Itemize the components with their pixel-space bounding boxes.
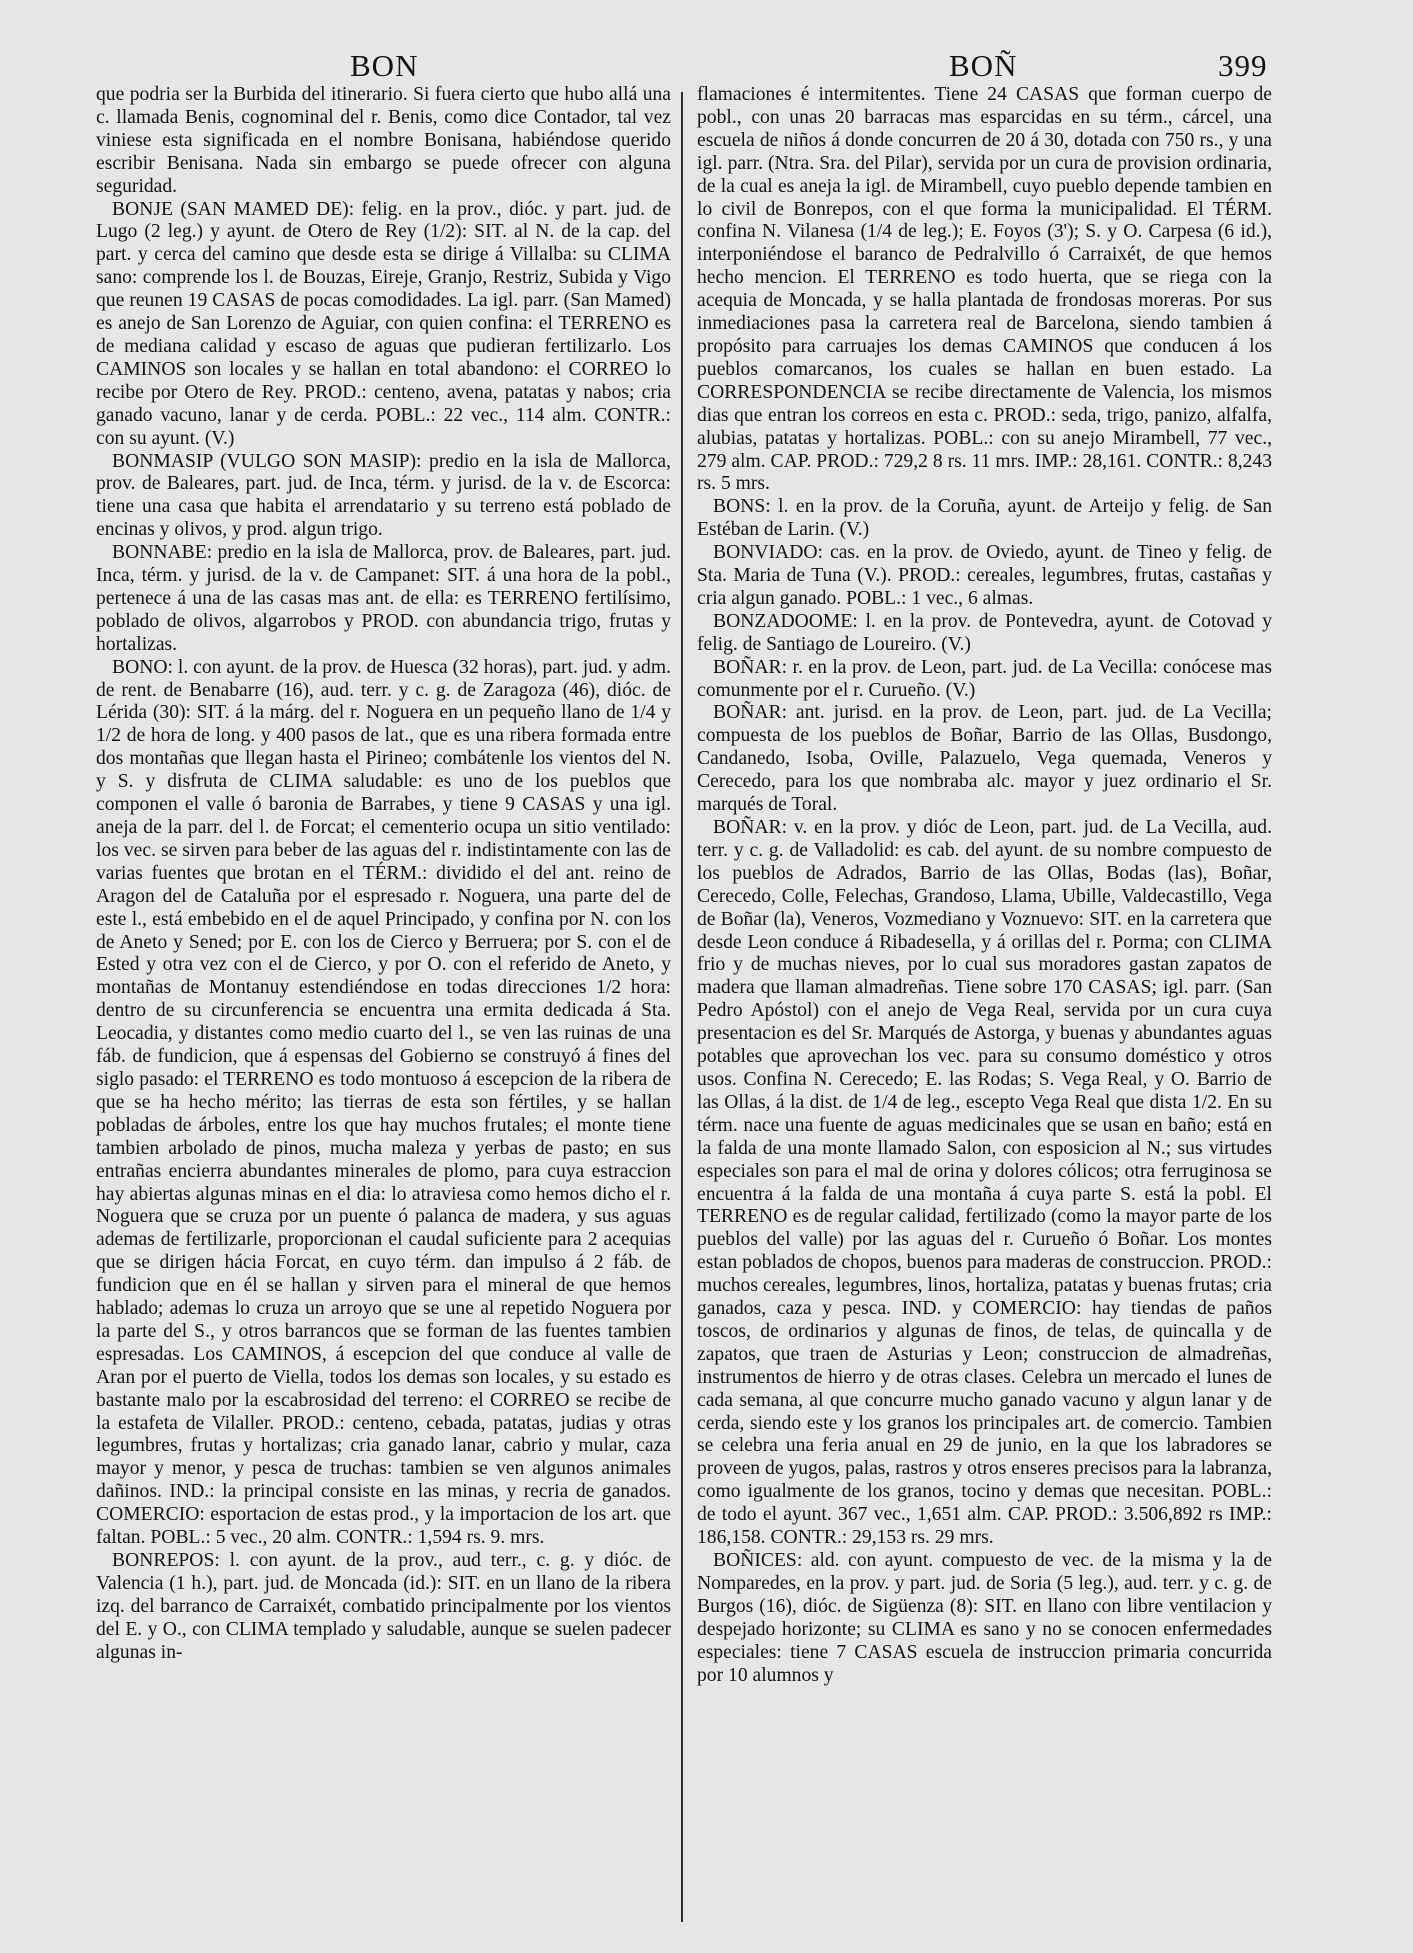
entry-bonnabe: BONNABE: predio en la isla de Mallorca, prov. de Baleares, part. jud. Inca, térm. y jurisd. de la v. de Campanet: SIT. á una hora de la pobl., pertenece á una de las casas mas ant. de ella: es TERRENO fertilísimo, poblado de olivos, algarrobos y PROD. con abundancia trigo, frutas y hortalizas. — [96, 542, 671, 655]
entry-bono: BONO: l. con ayunt. de la prov. de Huesca (32 horas), part. jud. y adm. de rent. de Benabarre (16), aud. terr. y c. g. de Zaragoza (46), dióc. de Lérida (30): SIT. á la márg. del r. Noguera en un pequeño llano de 1/4 y 1/2 de hora de long. y 400 pasos de lat., que es una ribera formada entre dos montañas que llegan hasta el Pirineo; combátenle los vientos del N. y S. y disfruta de CLIMA saludable: es uno de los pueblos que componen el valle ó baronia de Barrabes, y tiene 9 CASAS y una igl. aneja de la parr. del l. de Forcat; el cementerio ocupa un sitio ventilado: los vec. se sirven para beber de las aguas del r. indistintamente con las de varias fuentes que brotan en el TÉRM.: dividido el del ant. reino de Aragon del de Cataluña por el espresado r. Noguera, una parte del de este l., está embebido en el de aquel Principado, y confina por N. con los de Aneto y Sened; por E. con los de Cierco y Berruera; por S. con el de Ested y otra vez con el de Cierco, y por O. con el referido de Aneto, y montañas de Montanuy estendiéndose en todas direcciones 1/2 hora: dentro de su circunferencia se encuentra una ermita dedicada á Sta. Leocadia, y distantes como medio cuarto del l., se ven las ruinas de una fáb. de fundicion, que á espensas del Gobierno se construyó á fines del siglo pasado: el TERRENO es todo montuoso á escepcion de la ribera de que se ha hecho mérito; las tierras de esta son fértiles, y se hallan pobladas de árboles, entre los que hay muchos frutales; el monte tiene tambien arbolado de pinos, mucha maleza y yerbas de pasto; en sus entrañas encierra abundantes minerales de plomo, para cuya estraccion hay abiertas algunas minas en el dia: lo atraviesa como hemos dicho el r. Noguera que se cruza por un puente ó palanca de madera, y sus aguas ademas de fertilizarle, proporcionan el caudal suficiente para 2 acequias que se dirigen hácia Forcat, en cuyo térm. dan impulso á 2 fáb. de fundicion que en él se hallan y sirven para el mineral de que hemos hablado; ademas lo cruza un arroyo que se une al repetido Noguera por la parte del S., y otros barrancos que se forman de las fuentes tambien espresadas. Los CAMINOS, á escepcion del que conduce al valle de Aran por el puerto de Viella, todos los demas son locales, y su estado es bastante malo por la escabrosidad del terreno: el CORREO se recibe de la estafeta de Vilaller. PROD.: centeno, cebada, patatas, judias y otras legumbres, frutas y hortalizas; cria ganado lanar, cabrio y mular, caza mayor y menor, y pesca de truchas: tambien se ven algunos animales dañinos. IND.: la principal consiste en las minas, y recria de ganados. COMERCIO: esportacion de estas prod., y la importacion de los art. que faltan. POBL.: 5 vec., 20 alm. CONTR.: 1,594 rs. 9. mrs. — [96, 656, 671, 1549]
page-number: 399 — [1218, 48, 1268, 83]
entry-bonrepos: BONREPOS: l. con ayunt. de la prov., aud terr., c. g. y dióc. de Valencia (1 h.), part. jud. de Moncada (id.): SIT. en un llano de la ribera izq. del barranco de Carraixét, combatido principalmente por los vientos del E. y O., con CLIMA templado y saludable, aunque se suelen padecer algunas in- — [96, 1550, 671, 1663]
column-divider — [681, 92, 683, 1922]
entry-text: flamaciones é intermitentes. Tiene 24 CASAS que forman cuerpo de pobl., con unas 20 barracas mas esparcidas en su térm., cárcel, una escuela de niños á donde concurren de 20 á 30, dotada con 750 rs., y una igl. parr. (Ntra. Sra. del Pilar), servida por un cura de provision ordinaria, de la cual es aneja la igl. de Mirambell, cuyo pueblo depende tambien en lo civil de Bonrepos, con el que forma la municipalidad. El TÉRM. confina N. Vilanesa (1/4 de leg.); E. Foyos (3'); S. y O. Carpesa (6 id.), interponiéndose el baranco de Pedralvillo ó Carraixét, de que hemos hecho mencion. El TERRENO es todo huerta, que se riega con la acequia de Moncada, y se halla plantada de frondosas moreras. Por sus inmediaciones pasa la carretera real de Barcelona, siendo tambien á propósito para carruajes los demas CAMINOS que conducen á los pueblos comarcanos, los cuales se hallan en buen estado. La CORRESPONDENCIA se recibe directamente de Valencia, los mismos dias que entran los correos en esta c. PROD.: seda, trigo, panizo, alfalfa, alubias, patatas y hortalizas. POBL.: con su anejo Mirambell, 77 vec., 279 alm. CAP. PROD.: 729,2 8 rs. 11 mrs. IMP.: 28,161. CONTR.: 8,243 rs. 5 mrs. — [697, 84, 1272, 495]
running-head-left: BON — [350, 48, 419, 83]
entry-bonar-jurisdiction: BOÑAR: ant. jurisd. en la prov. de Leon, part. jud. de La Vecilla; compuesta de los pueblos de Boñar, Barrio de las Ollas, Busdongo, Candanedo, Isoba, Oville, Palazuelo, Vega quemada, Veneros y Cerecedo, para los que nombraba alc. mayor y juez ordinario el Sr. marqués de Toral. — [697, 702, 1272, 816]
entry-bonzadoome: BONZADOOME: l. en la prov. de Pontevedra, ayunt. de Cotovad y felig. de Santiago de Loureiro. (V.) — [697, 610, 1272, 655]
entry-bonices: BOÑICES: ald. con ayunt. compuesto de vec. de la misma y la de Nomparedes, en la prov. y part. jud. de Soria (5 leg.), aud. terr. y c. g. de Burgos (16), dióc. de Sigüenza (8): SIT. en llano con libre ventilacion y despejado horizonte; su CLIMA es sano y no se conocen enfermedades especiales: tiene 7 CASAS escuela de instruccion primaria concurrida por 10 alumnos y — [697, 1550, 1272, 1686]
entry-bonar-river: BOÑAR: r. en la prov. de Leon, part. jud. de La Vecilla: conócese mas comunmente por el r. Curueño. (V.) — [697, 656, 1272, 701]
entry-bonviado: BONVIADO: cas. en la prov. de Oviedo, ayunt. de Tineo y felig. de Sta. Maria de Tuna (V.). PROD.: cereales, legumbres, frutas, castañas y cria algun ganado. POBL.: 1 vec., 6 almas. — [697, 542, 1272, 609]
entry-bonar-town: BOÑAR: v. en la prov. y dióc de Leon, part. jud. de La Vecilla, aud. terr. y c. g. de Valladolid: es cab. del ayunt. de su nombre compuesto de los pueblos de Adrados, Barrio de las Ollas, Bodas (las), Boñar, Cerecedo, Colle, Felechas, Grandoso, Llama, Ubille, Valdecastillo, Vega de Boñar (la), Veneros, Vozmediano y Voznuevo: SIT. en la carretera que desde Leon conduce á Ribadesella, y á orillas del r. Porma; con CLIMA frio y de muchas nieves, por lo cual sus moradores gastan zapatos de madera que llaman almadreñas. Tiene sobre 170 CASAS; igl. parr. (San Pedro Apóstol) con el anejo de Vega Real, servida por un cura cuya presentacion es del Sr. Marqués de Astorga, y buenas y abundantes aguas potables que aprovechan los vec. para su consumo doméstico y otros usos. Confina N. Cerecedo; E. las Rodas; S. Vega Real, y O. Barrio de las Ollas, á la dist. de 1/4 de leg., escepto Vega Real que dista 1/2. En su térm. nace una fuente de aguas medicinales que se usan en baño; está en la falda de una monte llamado Salon, con esposicion al N.; sus virtudes especiales son para el mal de orina y dolores cólicos; otra ferruginosa se encuentra á la falda de una montaña á cuya parte S. está la pobl. El TERRENO es de regular calidad, fertilizado (como la mayor parte de los pueblos del valle) por las aguas del r. Curueño ó Boñar. Los montes estan poblados de chopos, buenos para maderas de construccion. PROD.: muchos cereales, legumbres, linos, hortaliza, patatas y buenas frutas; cria ganados, caza y pesca. IND. y COMERCIO: hay tiendas de paños toscos, de ordinarios y algunas de finos, de telas, de quincalla y de zapatos, que traen de Asturias y Leon; construccion de almadreñas, instrumentos de hierro y de otras clases. Celebra un mercado el lunes de cada semana, al que concurre mucho ganado vacuno y algun lanar y de cerda, siendo este y los granos los principales art. de comercio. Tambien se celebra una feria anual en 29 de junio, en la que los labradores se proveen de yugos, palas, rastros y otros enseres precisos para la labranza, como igualmente de los granos, tocino y demas que necesitan. POBL.: de todo el ayunt. 367 vec., 1,651 alm. CAP. PROD.: 3.506,892 rs IMP.: 186,158. CONTR.: 29,153 rs. 29 mrs. — [697, 817, 1272, 1549]
entry-bonmasip: BONMASIP (VULGO SON MASIP): predio en la isla de Mallorca, prov. de Baleares, part. jud. de Inca, térm. y jurisd. de la v. de Escorca: tiene una casa que habita el arrendatario y su terreno está poblado de encinas y olivos, y prod. algun trigo. — [96, 450, 671, 541]
right-column — [697, 84, 1272, 1930]
left-column — [96, 84, 671, 1930]
entry-bons: BONS: l. en la prov. de la Coruña, ayunt. de Arteijo y felig. de San Estéban de Larin. (V.) — [697, 496, 1272, 541]
running-head-right: BOÑ — [949, 48, 1018, 83]
entry-text: que podria ser la Burbida del itinerario. Si fuera cierto que hubo allá una c. llamada Benis, cognominal del r. Benis, como dice Contador, tal vez viniese esta significada en el nombre Bonisana, habiéndose querido escribir Benisana. Nada sin embargo se puede ofrecer con alguna seguridad. — [96, 84, 671, 197]
entry-bonje: BONJE (SAN MAMED DE): felig. en la prov., dióc. y part. jud. de Lugo (2 leg.) y ayunt. de Otero de Rey (1/2): SIT. al N. de la cap. del part. y cerca del camino que desde esta se dirige á Villalba: su CLIMA sano: comprende los l. de Bouzas, Eireje, Granjo, Restriz, Subida y Vigo que reunen 19 CASAS de pocas comodidades. La igl. parr. (San Mamed) es anejo de San Lorenzo de Aguiar, con quien confina: el TERRENO es de mediana calidad y escaso de aguas que pudieran fertilizarlo. Los CAMINOS son locales y se hallan en total abandono: el CORREO lo recibe por Otero de Rey. PROD.: centeno, avena, patatas y nabos; cria ganado vacuno, lanar y de cerda. POBL.: 22 vec., 114 alm. CONTR.: con su ayunt. (V.) — [96, 198, 671, 449]
